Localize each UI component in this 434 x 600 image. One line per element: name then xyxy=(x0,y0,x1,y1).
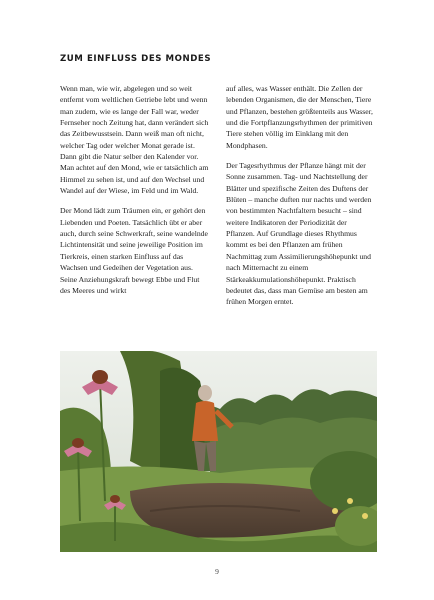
section-heading: ZUM EINFLUSS DES MONDES xyxy=(60,54,212,64)
paragraph: Der Tagesrhythmus der Pflanze hängt mit der Sonne zusammen. Tag- und Nachtstellung der Blätter und spezifische Zeiten des Duftens der Blüten – manche duften nur nachts und werden von bestimmten Nachtfaltern besucht – sind weitere Indikatoren der Periodizität der Pflanzen. Auf Grundlage dieses Rhythmus kommt es bei den Pflanzen am frühen Nachmittag zum Assimilierungshöhepunkt und nach Mitternacht zu einem Stärkeakkumulationshöhepunkt. Praktisch bedeutet das, dass man Gemüse am besten am frühen Morgen erntet. xyxy=(226,161,372,307)
page-number: 9 xyxy=(215,567,219,576)
garden-photo xyxy=(60,351,377,552)
text-column-left xyxy=(60,83,211,317)
text-column-right xyxy=(226,83,377,317)
paragraph: Der Mond lädt zum Träumen ein, er gehört den Liebenden und Poeten. Tatsächlich übt er aber auch, durch seine Schwerkraft, seine wandelnde Lichtintensität und seine jeweilige Position im Tierkreis, einen starken Einfluss auf das Wachsen und Gedeihen der Vegetation aus. Seine Anziehungskraft bewegt Ebbe und Flut des Meeres und wirkt xyxy=(60,206,208,295)
paragraph: auf alles, was Wasser enthält. Die Zellen der lebenden Organismen, die der Menschen, Tiere und Pflanzen, bestehen größtenteils aus Wasser, und die Fortpflanzungsrhythmen der primitiven Tiere stehen völlig im Einklang mit den Mondphasen. xyxy=(226,84,373,150)
text-columns xyxy=(60,83,377,317)
paragraph: Wenn man, wie wir, abgelegen und so weit entfernt vom weltlichen Getriebe lebt und wenn man zudem, wie es lange der Fall war, weder Fernseher noch Zeitung hat, dann verändert sich das Zeitbewusstsein. Dann weiß man oft nicht, welcher Tag oder welcher Monat gerade ist. Dann gibt die Natur selber den Kalender vor. Man achtet auf den Mond, wie er tatsächlich am Himmel zu sehen ist, und auf den Wechsel und Wandel auf der Wiese, im Feld und im Wald. xyxy=(60,84,209,196)
